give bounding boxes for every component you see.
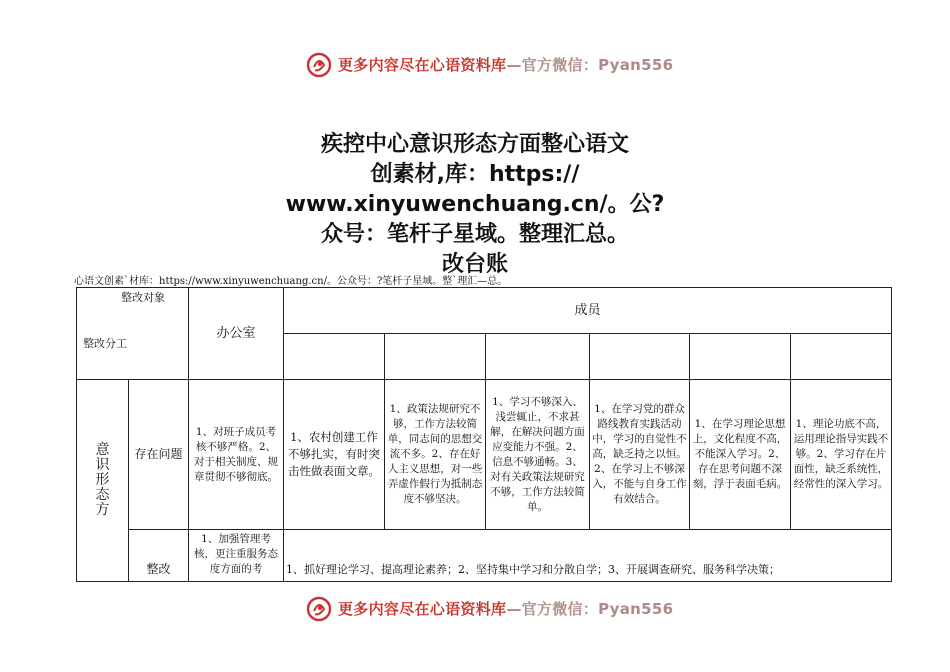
category-char: 态	[95, 487, 110, 503]
watermark-text: 更多内容尽在心语资料库—官方微信：Pyan556	[338, 56, 674, 74]
rectification-table	[76, 287, 892, 582]
members-rectify-cell: 1、抓好理论学习、提高理论素养；2、坚持集中学习和分散自学；3、开展调查研究、服务科学决策；	[284, 530, 892, 582]
watermark-top	[0, 48, 950, 82]
row-label-rectify: 整改	[129, 530, 189, 582]
category-char: 方	[95, 502, 110, 518]
title-line: 创素材,库：https://	[370, 162, 580, 187]
member-problem-cell: 1、在学习理论思想上，文化程度不高，不能深入学习。2、存在思考问题不深刻，浮于表面毛病。	[690, 380, 791, 530]
category-char: 形	[95, 472, 110, 488]
title-line: www.xinyuwenchuang.cn/。公?	[285, 192, 665, 217]
office-header: 办公室	[189, 288, 284, 380]
category-char: 识	[95, 457, 110, 473]
member-name-cell	[284, 334, 385, 380]
row-label-problem: 存在问题	[129, 380, 189, 530]
office-rectify-cell: 1、加强管理考核，更注重服务态度方面的考	[189, 530, 284, 582]
source-subline: 心语文创素`材库：https://www.xinyuwenchuang.cn/。公众号：?笔杆子星域。整`理汇—总。	[74, 276, 508, 287]
title-line: 改台账	[441, 252, 508, 277]
member-problem-cell: 1、理论功底不高，运用理论指导实践不够。2、学习存在片面性，缺乏系统性，经常性的深入学习。	[791, 380, 892, 530]
title-line: 众号：笔杆子星域。整理汇总。	[320, 222, 629, 247]
corner-bottom-label: 整改分工	[83, 337, 127, 350]
member-problem-cell: 1、学习不够深入、浅尝辄止，不求甚解，在解决问题方面应变能力不强。2、信息不够通畅。3、对有关政策法规研究不够，工作方法较简单。	[486, 380, 590, 530]
watermark-logo-icon	[306, 52, 332, 78]
member-name-cell	[486, 334, 590, 380]
watermark-text: 更多内容尽在心语资料库—官方微信：Pyan556	[338, 600, 674, 618]
member-name-cell	[791, 334, 892, 380]
corner-top-label: 整改对象	[121, 291, 165, 304]
title-line: 疾控中心意识形态方面整心语文	[320, 132, 629, 157]
watermark-bottom	[0, 592, 950, 626]
document-title	[250, 130, 700, 280]
members-header: 成员	[284, 288, 892, 334]
category-char: 意	[95, 442, 110, 458]
member-name-cell	[690, 334, 791, 380]
office-problem-cell: 1、对班子成员考核不够严格。2、对于相关制度、规章贯彻不够彻底。	[189, 380, 284, 530]
watermark-logo-icon	[306, 596, 332, 622]
member-name-cell	[590, 334, 690, 380]
corner-header	[77, 288, 189, 380]
category-cell	[77, 380, 129, 582]
member-name-cell	[385, 334, 486, 380]
member-problem-cell: 1、农村创建工作不够扎实，有时突击性做表面文章。	[284, 380, 385, 530]
member-problem-cell: 1、政策法规研究不够，工作方法较简单，同志间的思想交流不多。2、存在好人主义思想，对一些弄虚作假行为抵制态度不够坚决。	[385, 380, 486, 530]
member-problem-cell: 1、在学习党的群众路线教育实践活动中，学习的自觉性不高，缺乏持之以恒。2、在学习上不够深入，不能与自身工作有效结合。	[590, 380, 690, 530]
